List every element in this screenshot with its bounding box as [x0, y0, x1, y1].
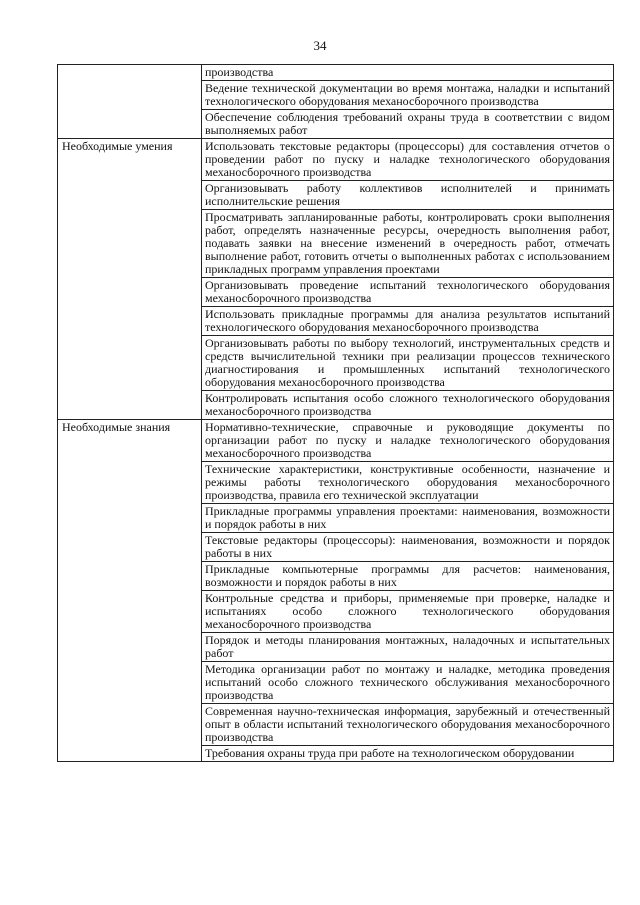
table-cell: Технические характеристики, конструктивные особенности, назначение и режимы работы технологического оборудования механосборочного производства, правила его технической эксплуатации [202, 462, 614, 504]
table-row [58, 65, 614, 81]
table-cell: Организовывать проведение испытаний технологического оборудования механосборочного производства [202, 278, 614, 307]
table-cell: Прикладные программы управления проектами: наименования, возможности и порядок работы в них [202, 504, 614, 533]
page-number: 34 [313, 38, 327, 53]
table-cell: Методика организации работ по монтажу и наладке, методика проведения испытаний особо сложного технического обслуживания механосборочного производства [202, 662, 614, 704]
table-cell: Использовать текстовые редакторы (процессоры) для составления отчетов о проведении работ по пуску и наладке технологического оборудования механосборочного производства [202, 139, 614, 181]
table-cell: Современная научно-техническая информация, зарубежный и отечественный опыт в области испытаний технологического оборудования механосборочного производства [202, 704, 614, 746]
table-cell: Ведение технической документации во время монтажа, наладки и испытаний технологического оборудования механосборочного производства [202, 81, 614, 110]
section-label-knowledge: Необходимые знания [58, 420, 202, 762]
table-cell: Организовывать работы по выбору технологий, инструментальных средств и средств вычислительной техники при реализации процессов технического диагностирования и промышленных испытаний технологического оборудования механосборочного производства [202, 336, 614, 391]
table-row [58, 420, 614, 462]
table-cell: Порядок и методы планирования монтажных, наладочных и испытательных работ [202, 633, 614, 662]
table-cell: Требования охраны труда при работе на технологическом оборудовании [202, 746, 614, 762]
table-cell: Контролировать испытания особо сложного технологического оборудования механосборочного производства [202, 391, 614, 420]
table-cell: Прикладные компьютерные программы для расчетов: наименования, возможности и порядок работы в них [202, 562, 614, 591]
requirements-table [57, 64, 614, 762]
table-cell: Обеспечение соблюдения требований охраны труда в соответствии с видом выполняемых работ [202, 110, 614, 139]
table-cell: Текстовые редакторы (процессоры): наименования, возможности и порядок работы в них [202, 533, 614, 562]
table-cell: Просматривать запланированные работы, контролировать сроки выполнения работ, определять назначенные ресурсы, очередность выполнения работ, подавать заявки на внесение изменений в очередность работ, отмечать выполнение работ, готовить отчеты о выполненных работах с использованием прикладных программ управления проектами [202, 210, 614, 278]
table-cell: Контрольные средства и приборы, применяемые при проверке, наладке и испытаниях особо сложного технологического оборудования механосборочного производства [202, 591, 614, 633]
table-cell: Организовывать работу коллективов исполнителей и принимать исполнительские решения [202, 181, 614, 210]
table-cell: Нормативно-технические, справочные и руководящие документы по организации работ по пуску и наладке технологического оборудования механосборочного производства [202, 420, 614, 462]
table-cell: Использовать прикладные программы для анализа результатов испытаний технологического оборудования механосборочного производства [202, 307, 614, 336]
section-label-continued [58, 65, 202, 139]
section-label-skills: Необходимые умения [58, 139, 202, 420]
table-cell: производства [202, 65, 614, 81]
table-row [58, 139, 614, 181]
